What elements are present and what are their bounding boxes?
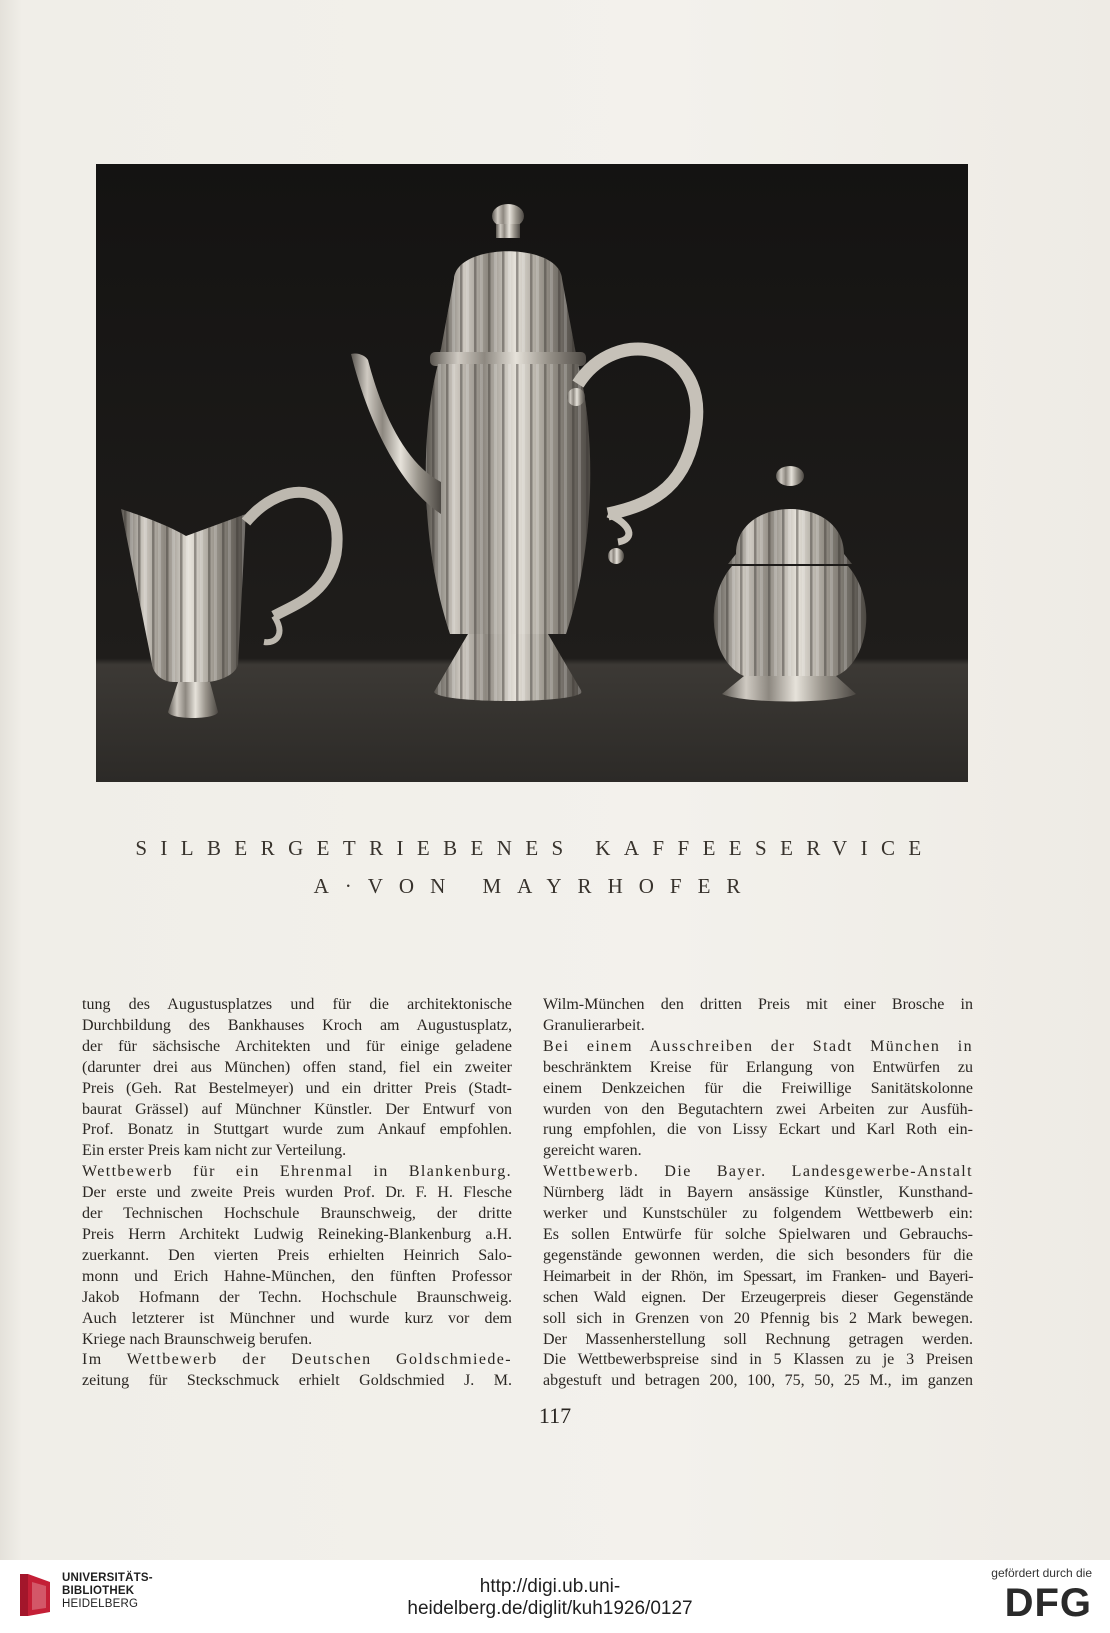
library-name: UNIVERSITÄTS- BIBLIOTHEK HEIDELBERG — [62, 1572, 153, 1610]
text-line: werker und Kunstschüler zu folgendem Wettbewerb ein: — [543, 1205, 973, 1223]
text-line: Im Wettbewerb der Deutschen Goldschmiede- — [82, 1351, 512, 1369]
text-line: soll sich in Grenzen von 20 Pfennig bis 2 Mark bewegen. — [543, 1309, 973, 1327]
footer-bar — [0, 1560, 1110, 1633]
text-line: Die Wettbewerbspreise sind in 5 Klassen zu je 3 Preisen — [543, 1351, 973, 1369]
text-line: Jakob Hofmann der Techn. Hochschule Braunschweig. — [82, 1288, 512, 1306]
text-line: Wilm-München den dritten Preis mit einer Brosche in — [543, 996, 973, 1013]
text-line: Ein erster Preis kam nicht zur Verteilung. — [82, 1142, 347, 1160]
photo-plate — [96, 164, 968, 782]
text-line: Prof. Bonatz in Stuttgart wurde zum Ankauf empfohlen. — [82, 1121, 512, 1139]
text-line: rung empfohlen, die von Lissy Eckart und Karl Roth ein- — [543, 1121, 973, 1139]
text-line: Preis Herrn Architekt Ludwig Reineking-Blankenburg a.H. — [82, 1225, 512, 1243]
text-line: baurat Grässel) auf Münchner Künstler. Der Entwurf von — [82, 1100, 512, 1118]
text-line: gegenstände gewonnen werden, die sich besonders für die — [543, 1246, 973, 1264]
caption-title: SILBERGETRIEBENES KAFFEESERVICE — [135, 836, 935, 860]
text-line: schen Wald eignen. Der Erzeugerpreis dieser Gegenstände — [543, 1288, 973, 1306]
text-line: zeitung für Steckschmuck erhielt Goldschmied J. M. — [82, 1372, 512, 1390]
text-line: der Technischen Hochschule Braunschweig, der dritte — [82, 1205, 512, 1223]
text-line: beschränktem Kreise für Erlangung von Entwürfen zu — [543, 1058, 973, 1076]
text-line: wurden von den Begutachtern zwei Arbeiten zur Ausfüh- — [543, 1100, 973, 1118]
dfg-logo: DFG — [1004, 1581, 1092, 1625]
text-line: Der Massenherstellung soll Rechnung getragen werden. — [543, 1330, 973, 1348]
page-number: 117 — [538, 1403, 572, 1428]
text-line: Kriege nach Braunschweig berufen. — [82, 1330, 313, 1348]
text-line: Der erste und zweite Preis wurden Prof. Dr. F. H. Flesche — [82, 1184, 512, 1202]
text-line: monn und Erich Hahne-München, den fünften Professor — [82, 1267, 512, 1285]
source-url-link[interactable]: http://digi.ub.uni-heidelberg.de/diglit/kuh1926/0127 — [407, 1576, 693, 1619]
funded-by-label: gefördert durch die — [991, 1566, 1092, 1580]
text-line: Wettbewerb für ein Ehrenmal in Blankenburg. — [82, 1163, 512, 1181]
text-line: zuerkannt. Den vierten Preis erhielten Heinrich Salo- — [82, 1246, 512, 1264]
text-line: tung des Augustusplatzes und für die architektonische — [82, 996, 512, 1013]
text-line: Es sollen Entwürfe für solche Spielwaren und Gebrauchs- — [543, 1225, 973, 1243]
text-column-left — [82, 995, 512, 1392]
text-line: der für sächsische Architekten und für einige geladene — [82, 1037, 512, 1055]
caption-artist: A·VON MAYRHOFER — [313, 874, 757, 898]
text-line: Preis (Geh. Rat Bestelmeyer) und ein dritter Preis (Stadt- — [82, 1079, 512, 1097]
text-line: Wettbewerb. Die Bayer. Landesgewerbe-Anstalt — [543, 1163, 973, 1181]
text-line: einem Denkzeichen für die Freiwillige Sanitätskolonne — [543, 1079, 973, 1097]
library-logo-icon — [18, 1572, 54, 1618]
text-line: (darunter drei aus München) offen stand, fiel ein zweiter — [82, 1058, 512, 1076]
text-line: Durchbildung des Bankhauses Kroch am Augustusplatz, — [82, 1016, 512, 1034]
text-line: Nürnberg lädt in Bayern ansässige Künstler, Kunsthand- — [543, 1184, 973, 1202]
text-line: Bei einem Ausschreiben der Stadt München in — [543, 1037, 973, 1055]
text-line: Heimarbeit in der Rhön, im Spessart, im Franken- und Bayeri- — [543, 1267, 973, 1285]
text-line: Granulierarbeit. — [543, 1016, 645, 1034]
text-line: abgestuft und betragen 200, 100, 75, 50, 25 M., im ganzen — [543, 1372, 973, 1390]
text-line: Auch letzterer ist Münchner und wurde kurz vor dem — [82, 1309, 512, 1327]
text-column-right — [543, 995, 973, 1392]
coffee-service-photo — [96, 164, 968, 782]
text-line: gereicht waren. — [543, 1142, 642, 1160]
